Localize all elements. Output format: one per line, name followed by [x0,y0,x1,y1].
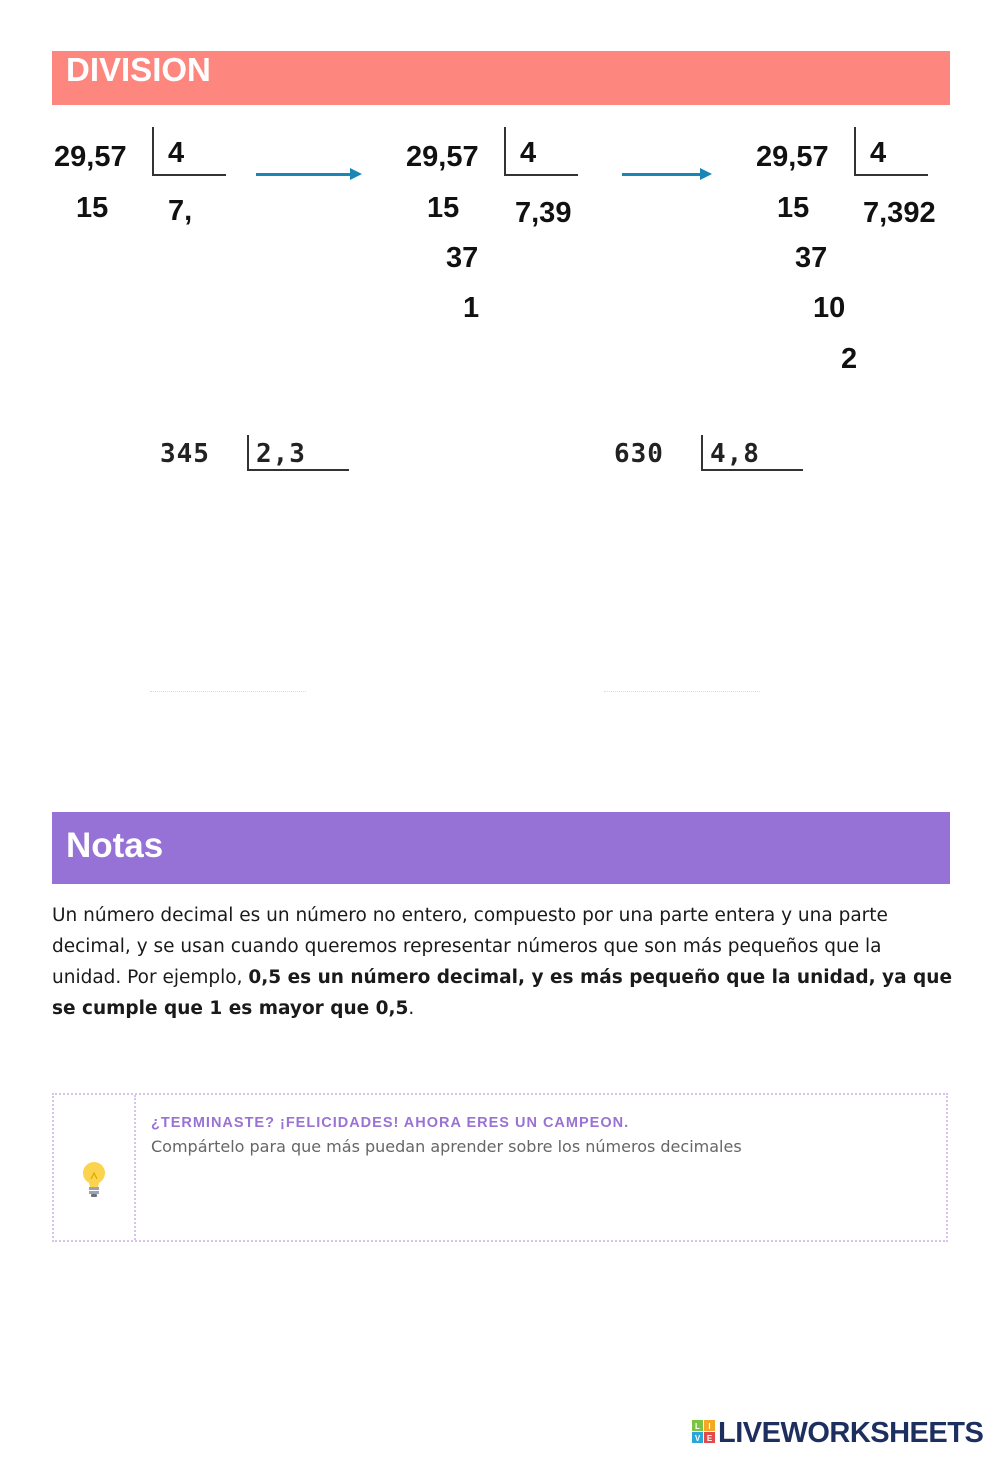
dividend: 29,57 [406,141,479,173]
dividend: 29,57 [54,141,127,173]
arrow-right-icon [622,173,704,176]
quotient: 7,39 [515,197,572,229]
notes-title: Notas [66,826,164,865]
notes-banner [52,812,950,884]
logo-text: LIVEWORKSHEETS [718,1417,984,1449]
remainder: 2 [841,343,858,375]
divisor: 4 [520,137,537,169]
tip-title: ¿TERMINASTE? ¡FELICIDADES! AHORA ERES UN CAMPEON. [151,1115,630,1131]
svg-text:E: E [706,1434,713,1443]
lightbulb-icon [78,1159,110,1199]
svg-text:I: I [708,1422,711,1431]
division-bracket [854,127,928,176]
exercise-dividend: 345 [160,439,210,469]
notes-text: Un número decimal es un número no entero, compuesto por una parte entera y una parte decimal, y se usan cuando queremos representar números que son más pequeños que la unidad. Por ejemplo, [52,905,888,988]
live-badge-icon [692,1420,716,1444]
exercise-divisor: 2,3 [256,439,306,469]
tip-divider [134,1095,136,1240]
answer-line [604,691,760,692]
divisor: 4 [168,137,185,169]
remainder: 15 [427,192,460,224]
svg-text:V: V [694,1434,701,1443]
arrow-right-icon [256,173,354,176]
tip-text: Compártelo para que más puedan aprender sobre los números decimales [151,1137,742,1156]
remainder: 1 [463,292,480,324]
quotient: 7, [168,195,193,227]
quotient: 7,392 [863,197,936,229]
notes-paragraph [52,900,952,1024]
liveworksheets-logo[interactable] [692,1416,988,1450]
dividend: 29,57 [756,141,829,173]
division-banner [52,51,950,105]
remainder: 10 [813,292,846,324]
divisor: 4 [870,137,887,169]
svg-text:L: L [695,1422,700,1431]
exercise-divisor: 4,8 [710,439,760,469]
exercise-dividend: 630 [614,439,664,469]
answer-line [150,691,306,692]
division-bracket [504,127,578,176]
division-bracket [152,127,226,176]
remainder: 37 [795,242,828,274]
notes-text-bold: 0,5 es un número decimal, y es más pequeño que la unidad, ya que se cumple que 1 es mayor que 0,5 [52,967,952,1019]
remainder: 37 [446,242,479,274]
remainder: 15 [777,192,810,224]
tip-box [52,1093,948,1242]
notes-text-end: . [408,998,415,1019]
remainder: 15 [76,192,109,224]
division-title: DIVISION [66,51,211,88]
